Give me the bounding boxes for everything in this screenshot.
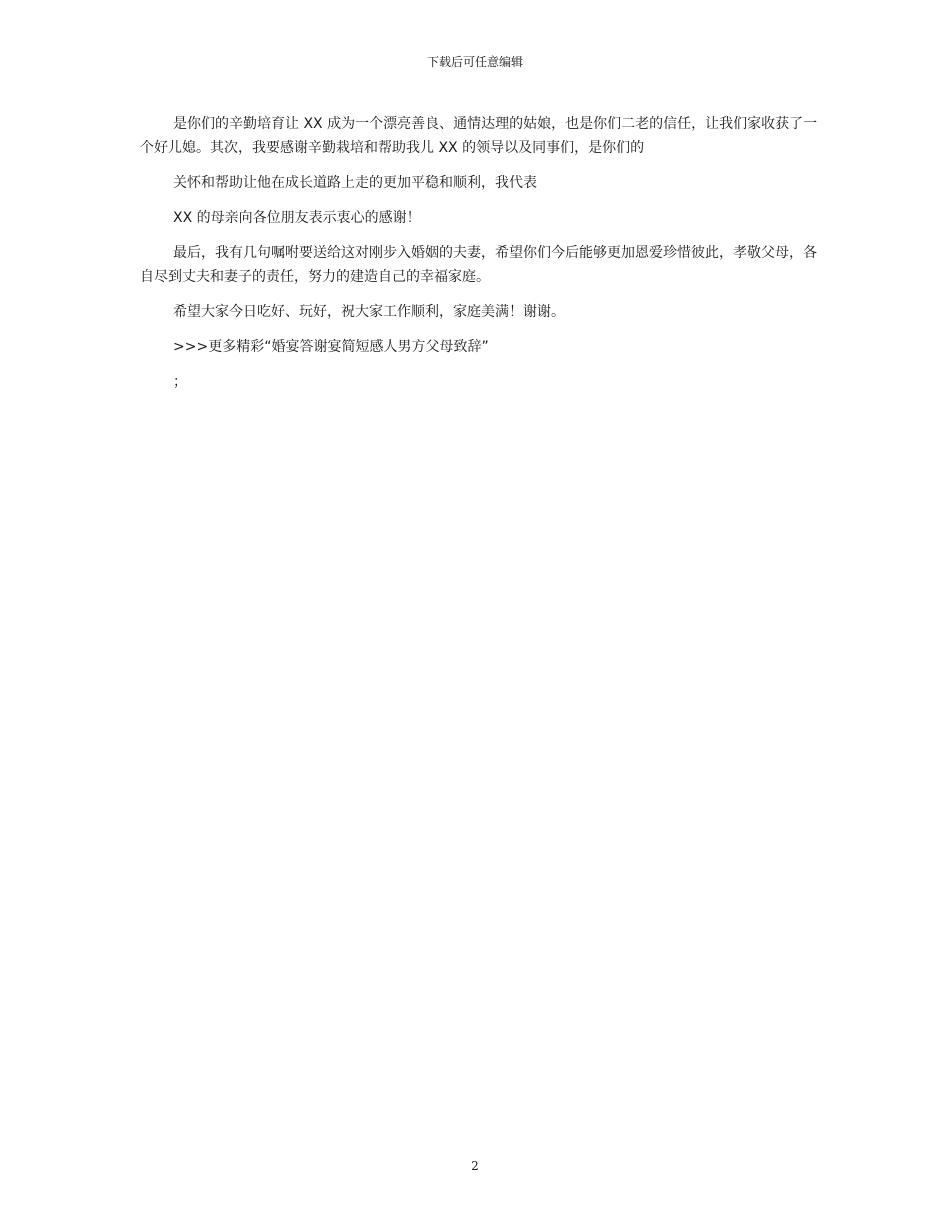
paragraph-mother-thanks: XX 的母亲向各位朋友表示衷心的感谢！ (173, 210, 421, 226)
document-body (140, 112, 820, 405)
paragraph-semicolon: ； (173, 374, 187, 390)
page-number: 2 (471, 1159, 479, 1173)
paragraph-care-and-help: 关怀和帮助让他在成长道路上走的更加平稳和顺利，我代表 (173, 175, 537, 191)
paragraph-advice-couple: 最后，我有几句嘱咐要送给这对刚步入婚姻的夫妻，希望你们今后能够更加恩爱珍惜彼此，孝敬父母，各自尽到丈夫和妻子的责任，努力的建造自己的幸福家庭。 (140, 245, 817, 285)
more-link[interactable]: >>>更多精彩“婚宴答谢宴简短感人男方父母致辞” (173, 339, 489, 355)
paragraph-thanks-parents: 是你们的辛勤培育让 XX 成为一个漂亮善良、通情达理的姑娘，也是你们二老的信任，让我们家收获了一个好儿媳。其次，我要感谢辛勤栽培和帮助我儿 XX 的领导以及同事们，是你们的 (140, 116, 818, 156)
header-note: 下载后可任意编辑 (426, 55, 523, 69)
paragraph-closing-wishes: 希望大家今日吃好、玩好，祝大家工作顺利，家庭美满！谢谢。 (173, 304, 565, 320)
